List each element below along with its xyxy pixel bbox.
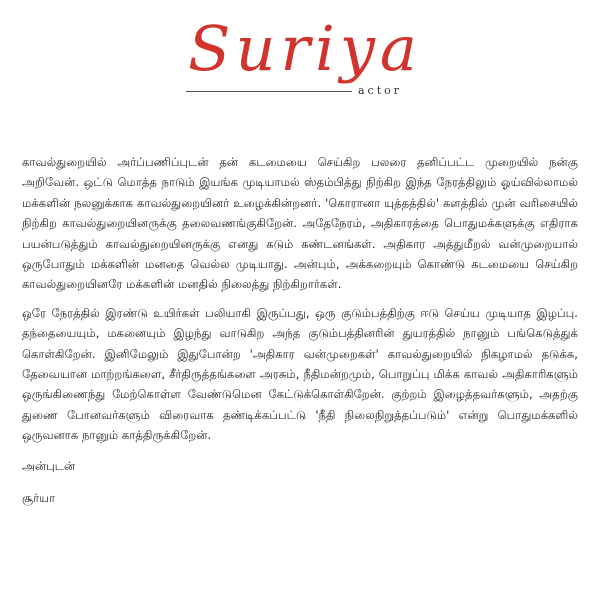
closing-salutation: அன்புடன் [22, 458, 76, 473]
letterhead [0, 12, 600, 108]
paragraph-1: காவல்துறையில் அர்ப்பணிப்புடன் தன் கடமையை செய்கிற பலரை தனிப்பட்ட முறையில் நன்கு அறிவேன். ஒட்டு மொத்த நாடும் இயங்க முடியாமல் ஸ்தம்பித்து நிற்கிற இந்த நேரத்திலும் ஓய்வில்லாமல் மக்களின் நலனுக்காக காவல்துறையினர் உழைக்கின்றனர். 'கொரானா யுத்தத்தில்' களத்தில் முன் வரிசையில் நிற்கிற காவல்துறையினருக்கு தலைவணங்குகிறேன். அதேநேரம், அதிகாரத்தை பொதுமக்களுக்கு எதிராக பயன்படுத்தும் காவல்துறையினருக்கு எனது கடும் கண்டனங்கள். அதிகார அத்துமீறல் வன்முறையால் ஒருபோதும் மக்களின் மனதை வெல்ல முடியாது. அன்பும், அக்கறையும் கொண்டு கடமையை செய்கிற காவல்துறையினரே மக்களின் மனதில் நிலைத்து நிற்கிறார்கள். [22, 155, 578, 292]
logo-subtitle: actor [358, 84, 403, 97]
logo-underline [186, 91, 352, 92]
paragraph-2: ஒரே நேரத்தில் இரண்டு உயிர்கள் பலியாகி இருப்பது, ஒரு குடும்பத்திற்கு ஈடு செய்ய முடியாத இழப்பு. தந்தையையும், மகனையும் இழந்து வாடுகிற அந்த குடும்பத்தினரின் துயரத்தில் நானும் பங்கெடுத்துக் கொள்கிறேன். இனிமேலும் இதுபோன்ற 'அதிகார வன்முறைகள்' காவல்துறையில் நிகழாமல் தடுக்க, தேவையான மாற்றங்களை, சீர்திருத்தங்களை அரசும், நீதிமன்றமும், பொறுப்பு மிக்க காவல் அதிகாரிகளும் ஒருங்கிணைந்து மேற்கொள்ள வேண்டுமென கேட்டுக்கொள்கிறேன். குற்றம் இழைத்தவர்களும், அதற்கு துணை போனவர்களும் விரைவாக தண்டிக்கப்பட்டு 'நீதி நிலைநிறுத்தப்படும்' என்று பொதுமக்களில் ஒருவனாக நானும் காத்திருக்கிறேன். [22, 305, 578, 443]
signature-name: சூர்யா [22, 490, 56, 505]
suriya-logo: Suriya [188, 12, 422, 85]
letter-body [22, 152, 578, 508]
